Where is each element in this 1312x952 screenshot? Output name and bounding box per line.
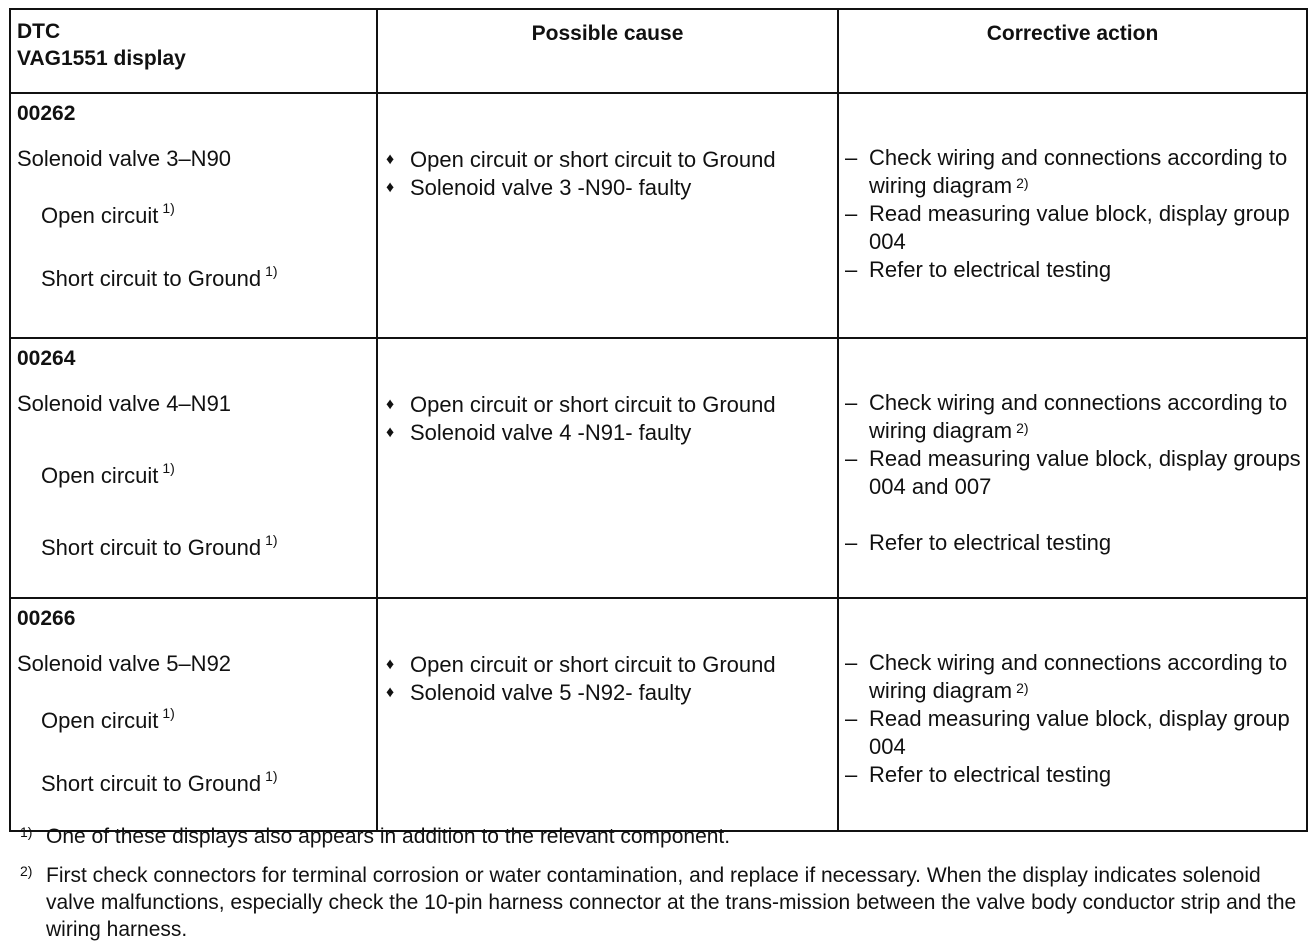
header-dtc: [10, 9, 377, 93]
dash-bullet-icon: –: [845, 201, 858, 226]
footnote-ref: 1): [162, 200, 175, 216]
dtc-cell: [10, 338, 377, 598]
dash-bullet-icon: –: [845, 257, 858, 282]
header-possible-cause: Possible cause: [377, 9, 838, 93]
header-dtc-line2: VAG1551 display: [17, 47, 186, 70]
dtc-code: 00262: [17, 102, 76, 125]
footnote-ref: 2): [1016, 680, 1029, 696]
list-item: ♦ Open circuit or short circuit to Ground: [386, 392, 776, 417]
display-short-circuit: Short circuit to Ground $^{1)}$: [41, 532, 278, 560]
footnote-ref: 1): [265, 768, 278, 784]
header-row: [10, 9, 1307, 93]
cause-cell: [377, 93, 838, 338]
diamond-bullet-icon: ♦: [386, 151, 395, 168]
diamond-bullet-icon: ♦: [386, 424, 395, 441]
component-name: Solenoid valve 3–N90: [17, 146, 232, 171]
footnote-text: One of these displays also appears in addition to the relevant component.: [46, 825, 731, 848]
component-name: Solenoid valve 5–N92: [17, 651, 232, 676]
footnote-ref: 2): [1016, 420, 1029, 436]
dash-bullet-icon: –: [845, 650, 858, 675]
list-item: – Check wiring and connections according to wiring diagram $^{2)}$: [845, 390, 1288, 443]
dash-bullet-icon: –: [845, 706, 858, 731]
diamond-bullet-icon: ♦: [386, 684, 395, 701]
footnote-ref: 2): [1016, 175, 1029, 191]
list-item: – Refer to electrical testing: [845, 257, 1112, 282]
list-item: ♦ Solenoid valve 5 -N92- faulty: [386, 680, 692, 705]
cause-list: [386, 146, 837, 202]
component-name: Solenoid valve 4–N91: [17, 391, 232, 416]
action-list: [845, 649, 1306, 789]
header-corrective-action: Corrective action: [838, 9, 1307, 93]
table-row: [10, 93, 1307, 338]
footnote-ref: 1): [162, 705, 175, 721]
display-short-circuit: Short circuit to Ground $^{1)}$: [41, 768, 278, 796]
list-item: ♦ Open circuit or short circuit to Ground: [386, 652, 776, 677]
cause-cell: [377, 598, 838, 831]
dash-bullet-icon: –: [845, 446, 858, 471]
footnotes: [20, 823, 1300, 943]
dtc-code: 00264: [17, 347, 76, 370]
footnote-text: First check connectors for terminal corrosion or water contamination, and replace if necessary. When the display indicates solenoid valve malfunctions, especially check the 10-pin harness connector at the trans-mission between the valve body conductor strip and the wiring harness.: [46, 864, 1297, 941]
dtc-table: [9, 8, 1308, 832]
dash-bullet-icon: –: [845, 390, 858, 415]
display-short-circuit: Short circuit to Ground $^{1)}$: [41, 263, 278, 291]
action-cell: [838, 338, 1307, 598]
dtc-cell: [10, 598, 377, 831]
list-item: ♦ Open circuit or short circuit to Ground: [386, 147, 776, 172]
display-open-circuit: Open circuit $^{1)}$: [41, 460, 175, 488]
cause-cell: [377, 338, 838, 598]
list-item: – Refer to electrical testing: [845, 762, 1112, 787]
footnote-1: [20, 823, 1300, 850]
footnote-ref: 1): [265, 532, 278, 548]
action-list: [845, 144, 1306, 284]
dtc-code: 00266: [17, 607, 76, 630]
cause-list: [386, 651, 837, 707]
list-item: ♦ Solenoid valve 3 -N90- faulty: [386, 175, 692, 200]
list-item: – Read measuring value block, display group 004: [845, 706, 1290, 759]
table-row: [10, 598, 1307, 831]
display-open-circuit: Open circuit $^{1)}$: [41, 200, 175, 228]
action-cell: [838, 598, 1307, 831]
list-item: – Read measuring value block, display groups 004 and 007: [845, 446, 1301, 499]
list-item: ♦ Solenoid valve 4 -N91- faulty: [386, 420, 692, 445]
footnote-mark: 2): [20, 863, 33, 879]
dash-bullet-icon: –: [845, 145, 858, 170]
cause-list: [386, 391, 837, 447]
footnote-ref: 1): [265, 263, 278, 279]
display-open-circuit: Open circuit $^{1)}$: [41, 705, 175, 733]
dash-bullet-icon: –: [845, 530, 858, 555]
dtc-table-container: [9, 8, 1306, 832]
footnote-2: [20, 862, 1300, 943]
list-item: – Refer to electrical testing: [845, 530, 1112, 555]
dtc-cell: [10, 93, 377, 338]
list-item: – Check wiring and connections according to wiring diagram $^{2)}$: [845, 650, 1288, 703]
footnote-mark: 1): [20, 824, 33, 840]
action-list: [845, 389, 1306, 557]
action-cell: [838, 93, 1307, 338]
header-dtc-line1: DTC: [17, 20, 61, 43]
list-item: – Check wiring and connections according to wiring diagram $^{2)}$: [845, 145, 1288, 198]
diamond-bullet-icon: ♦: [386, 396, 395, 413]
table-row: [10, 338, 1307, 598]
diamond-bullet-icon: ♦: [386, 656, 395, 673]
list-item: – Read measuring value block, display group 004: [845, 201, 1290, 254]
dash-bullet-icon: –: [845, 762, 858, 787]
footnote-ref: 1): [162, 460, 175, 476]
diamond-bullet-icon: ♦: [386, 179, 395, 196]
